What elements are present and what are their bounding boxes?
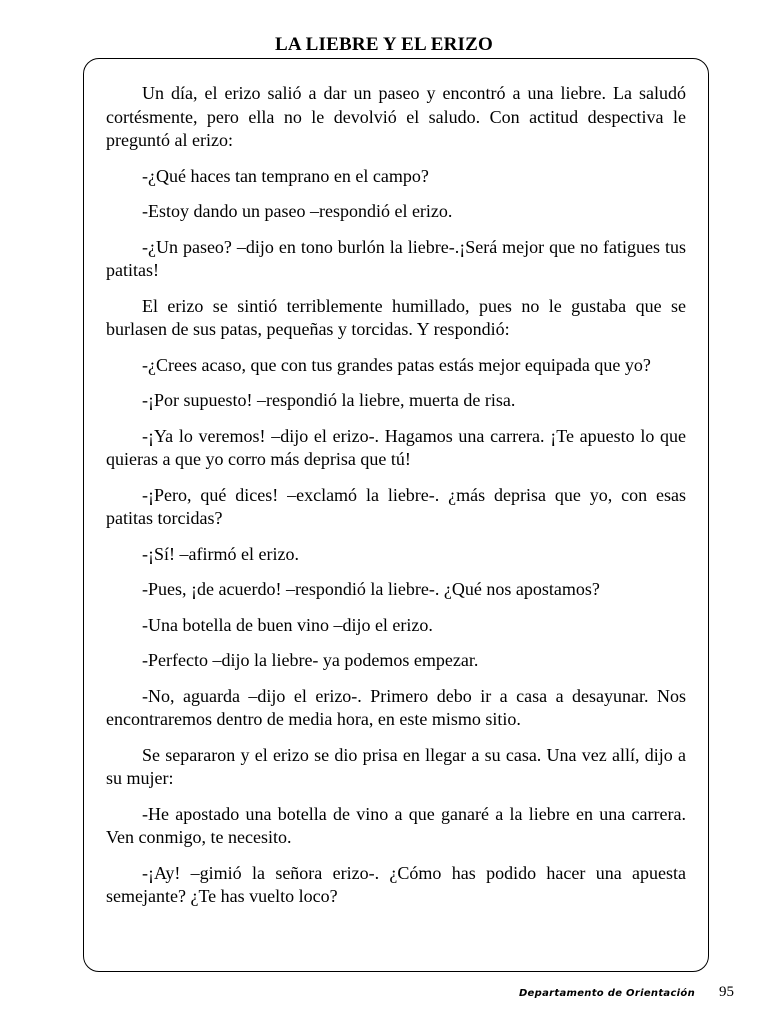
paragraph: -¿Qué haces tan temprano en el campo? [142,165,429,186]
page-number: 95 [719,984,734,1000]
paragraph: -¿Crees acaso, que con tus grandes patas estás mejor equipada que yo? [142,354,651,375]
paragraph: -Una botella de buen vino –dijo el erizo. [142,614,433,635]
paragraph: -¿Un paseo? –dijo en tono burlón la liebre-.¡Será mejor que no fatigues tus patitas! [106,236,686,280]
paragraph: -¡Ya lo veremos! –dijo el erizo-. Hagamos una carrera. ¡Te apuesto lo que quieras a que yo corro más deprisa que tú! [106,425,686,469]
page-title: LA LIEBRE Y EL ERIZO [274,34,493,55]
paragraph: -He apostado una botella de vino a que ganaré a la liebre en una carrera. Ven conmigo, te necesito. [106,803,686,847]
paragraph: -¡Sí! –afirmó el erizo. [142,543,299,564]
paragraph: -Perfecto –dijo la liebre- ya podemos empezar. [142,650,479,670]
paragraph: -No, aguarda –dijo el erizo-. Primero debo ir a casa a desayunar. Nos encontraremos dentro de media hora, en este mismo sitio. [106,685,686,729]
paragraph: -¡Por supuesto! –respondió la liebre, muerta de risa. [142,390,516,410]
paragraph: -Estoy dando un paseo –respondió el erizo. [142,201,453,221]
paragraph: -¡Ay! –gimió la señora erizo-. ¿Cómo has podido hacer una apuesta semejante? ¿Te has vuelto loco? [106,862,686,906]
paragraph: El erizo se sintió terriblemente humillado, pues no le gustaba que se burlasen de sus patas, pequeñas y torcidas. Y respondió: [106,295,686,339]
paragraph: Se separaron y el erizo se dio prisa en llegar a su casa. Una vez allí, dijo a su mujer: [106,744,686,788]
paragraph: Un día, el erizo salió a dar un paseo y encontró a una liebre. La saludó cortésmente, pero ella no le devolvió el saludo. Con actitud despectiva le preguntó al erizo: [106,83,686,150]
story-text [106,82,686,921]
paragraph: -¡Pero, qué dices! –exclamó la liebre-. ¿más deprisa que yo, con esas patitas torcidas? [106,484,686,528]
paragraph: -Pues, ¡de acuerdo! –respondió la liebre-. ¿Qué nos apostamos? [142,579,600,599]
footer-department: Departamento de Orientación [518,988,695,999]
